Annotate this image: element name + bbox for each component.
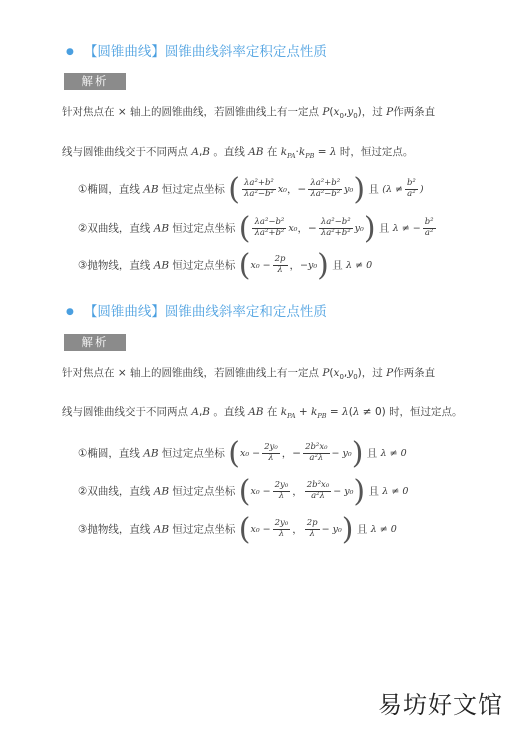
text: ③抛物线，直线 [78, 523, 151, 536]
text: 且 [366, 447, 378, 460]
text: 且 [378, 222, 390, 235]
text: 针对焦点在 × 轴上的圆锥曲线，若圆锥曲线上有一定点 [62, 367, 319, 379]
text: ①椭圆，直线 [78, 183, 140, 196]
section2-item-hyperbola: ②双曲线，直线 AB 恒过定点坐标 (x₀ − $\frac{\text{2y₀}}{\lambda}$ ， $\frac{\text{2b²x₀}}{\text{a²λ}}$ − y₀) 且 λ ≠ 0 [78, 474, 409, 509]
text: ③抛物线，直线 [78, 259, 151, 272]
section1-intro-line1: 针对焦点在 × 轴上的圆锥曲线，若圆锥曲线上有一定点 $P(x_0,y_0)$，过 P作两条直 [62, 106, 436, 121]
text: 时，恒过定点。 [389, 406, 463, 418]
text: ①椭圆，直线 [78, 447, 140, 460]
section1-item-hyperbola: ②双曲线，直线 AB 恒过定点坐标 ( $\frac{\text{λa²−b²}}{\text{λa²+b²}}$ x₀，− $\frac{\text{λa²−b²}}{\text{λa²+b²}}$ y₀) 且 λ ≠ − $\frac{\text{b²}}{\text{a²}}$ [78, 211, 434, 246]
bullet-icon: ● [66, 307, 74, 317]
text: 。直线 [213, 146, 245, 158]
bullet-icon: ● [66, 47, 74, 57]
text: 且 [368, 183, 379, 196]
text: 恒过定点坐标 [172, 523, 236, 536]
text: 线与圆锥曲线交于不同两点 [62, 406, 188, 418]
text: ②双曲线，直线 [78, 485, 151, 498]
text: 针对焦点在 × 轴上的圆锥曲线，若圆锥曲线上有一定点 [62, 106, 319, 118]
text: 恒过定点坐标 [172, 222, 236, 235]
text: 在 [266, 146, 278, 158]
section2-badge: 解析 [64, 334, 126, 351]
section1-heading [66, 40, 327, 60]
section2-intro-line1: 针对焦点在 × 轴上的圆锥曲线，若圆锥曲线上有一定点 $P(x_0,y_0)$，过 P作两条直 [62, 367, 436, 382]
text: 且 [332, 259, 343, 272]
text: ，过 [361, 367, 383, 379]
section2-heading [66, 300, 327, 320]
text: 作两条直 [393, 106, 436, 118]
section2-item-ellipse: ①椭圆，直线 AB 恒过定点坐标 (x₀ − $\frac{\text{2y₀}}{\lambda}$ ，− $\frac{\text{2b²x₀}}{\text{a²λ}}$ − y₀) 且 λ ≠ 0 [78, 436, 407, 471]
text: 恒过定点坐标 [172, 485, 236, 498]
section1-heading-text: 【圆锥曲线】圆锥曲线斜率定积定点性质 [83, 44, 327, 60]
text: ②双曲线，直线 [78, 222, 151, 235]
text: 线与圆锥曲线交于不同两点 [62, 146, 188, 158]
text: 且 [368, 485, 379, 498]
text: 作两条直 [393, 367, 436, 379]
text: 恒过定点坐标 [172, 259, 236, 272]
text: 时，恒过定点。 [339, 146, 414, 158]
section2-intro-line2: 线与圆锥曲线交于不同两点 A,B 。直线 AB 在 $k_{PA} + k_{PB} = \lambda(\lambda \ne 0)$ 时，恒过定点。 [62, 406, 463, 421]
text: 恒过定点坐标 [161, 447, 225, 460]
section2-heading-text: 【圆锥曲线】圆锥曲线斜率定和定点性质 [83, 304, 327, 320]
text: 。直线 [213, 406, 245, 418]
text: 在 [266, 406, 278, 418]
section1-badge: 解析 [64, 73, 126, 90]
section1-item-parabola: ③抛物线，直线 AB 恒过定点坐标 (x₀ − $\frac{2p}{\lambda}$ ，−y₀) 且 λ ≠ 0 [78, 248, 373, 283]
watermark-logo: 易坊好文馆 [378, 691, 503, 719]
text: ，过 [361, 106, 383, 118]
text: 恒过定点坐标 [161, 183, 225, 196]
section2-item-parabola: ③抛物线，直线 AB 恒过定点坐标 (x₀ − $\frac{\text{2y₀}}{\lambda}$ ， $\frac{2p}{\lambda}$ − y₀) 且 λ ≠ 0 [78, 512, 397, 547]
section1-intro-line2: 线与圆锥曲线交于不同两点 A,B 。直线 AB 在 $k_{PA}\cdot k_{PB} = \lambda$ 时，恒过定点。 [62, 146, 414, 161]
text: 且 [356, 523, 368, 536]
section1-item-ellipse: ①椭圆，直线 AB 恒过定点坐标 ( $\frac{\text{λa²+b²}}{\text{λa²−b²}}$ x₀，− $\frac{\text{λa²+b²}}{\text{λa²−b²}}$ y₀) 且 (λ ≠ $\frac{\text{b²}}{\text{a²}}$ ) [78, 172, 424, 207]
